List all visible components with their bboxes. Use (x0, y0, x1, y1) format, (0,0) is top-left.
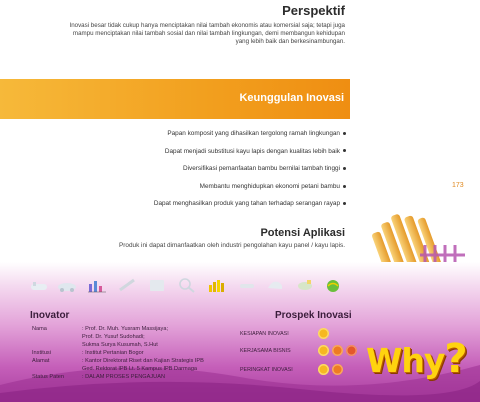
prospek-row-peringkat: PERINGKAT INOVASI (240, 363, 350, 377)
medal-icon (332, 345, 343, 356)
prospek-row-kesiapan: KESIAPAN INOVASI (240, 327, 350, 341)
perspektif-title: Perspektif (282, 3, 345, 18)
keunggulan-title: Keunggulan Inovasi (239, 92, 344, 104)
medal-icon (318, 364, 329, 375)
inovator-institusi-row: Institusi : Institut Pertanian Bogor (32, 350, 144, 356)
hand-icon (264, 276, 286, 294)
keunggulan-banner (0, 79, 350, 119)
inovator-title: Inovator (30, 310, 70, 321)
medal-icon (318, 328, 329, 339)
pen-icon (116, 276, 138, 294)
bullet-icon (343, 202, 346, 205)
inovator-nama-row: Nama : Prof. Dr. Muh. Yusram Massijaya; (32, 326, 169, 332)
why-logo: Why? (366, 336, 467, 382)
inovator-nama-2: Prof. Dr. Yusuf Sudohadi; (82, 334, 145, 340)
inovator-alamat-2: Ged. Rektorat IPB Lt. 5 Kampus IPB Darmaga (82, 366, 198, 372)
pipe-icon (28, 276, 50, 294)
magnifier-icon (176, 276, 198, 294)
perspektif-line-2: mampu menciptakan nilai tambah sosial dan nilai tambah lingkungan, demi membangun kehidupan (72, 30, 345, 37)
inovator-alamat-row: Alamat : Kantor Direktorat Riset dan Kajian Strategis IPB (32, 358, 204, 364)
bullet-icon (343, 149, 346, 152)
perspektif-line-3: yang lebih baik dan berkesinambungan. (235, 38, 345, 45)
page-number: 173 (452, 182, 464, 189)
inovator-status-row: Status Paten : DALAM PROSES PENGAJUAN (32, 374, 165, 380)
potensi-text: Produk ini dapat dimanfaatkan oleh industri pengolahan kayu panel / kayu lapis. (119, 242, 345, 249)
list-item: Dapat menghasilkan produk yang tahan terhadap serangan rayap (46, 198, 346, 216)
globe-icon (322, 276, 344, 294)
chart-icon (86, 276, 108, 294)
medal-icon (332, 364, 343, 375)
inovator-nama-3: Sukma Surya Kusumah, S.Hut (82, 342, 158, 348)
leaf-icon (294, 276, 316, 294)
bullet-icon (343, 167, 346, 170)
list-item: Membantu menghidupkan ekonomi petani bambu (46, 181, 346, 199)
bullet-icon (343, 132, 346, 135)
bullet-icon (343, 185, 346, 188)
medal-icon (318, 345, 329, 356)
prospek-title: Prospek Inovasi (275, 310, 352, 321)
tools-icon (236, 276, 258, 294)
prospek-row-kerjasama: KERJASAMA BISNIS (240, 344, 350, 358)
tablet-icon (146, 276, 168, 294)
medal-icon (346, 345, 357, 356)
perspektif-line-1: Inovasi besar tidak cukup hanya menciptakan nilai tambah ekonomis atau komersial saja; tetapi juga (69, 22, 345, 29)
car-icon (56, 276, 78, 294)
list-item: Dapat menjadi substitusi kayu lapis dengan kualitas lebih baik (46, 146, 346, 164)
list-item: Papan komposit yang dihasilkan tergolong ramah lingkungan (46, 128, 346, 146)
keunggulan-list (46, 128, 346, 216)
potensi-title: Potensi Aplikasi (260, 227, 345, 239)
bar-chart-icon (206, 276, 228, 294)
perspektif-text (25, 22, 345, 46)
category-icon-row (28, 270, 348, 298)
list-item: Diversifikasi pemanfaatan bambu bernilai tambah tinggi (46, 163, 346, 181)
